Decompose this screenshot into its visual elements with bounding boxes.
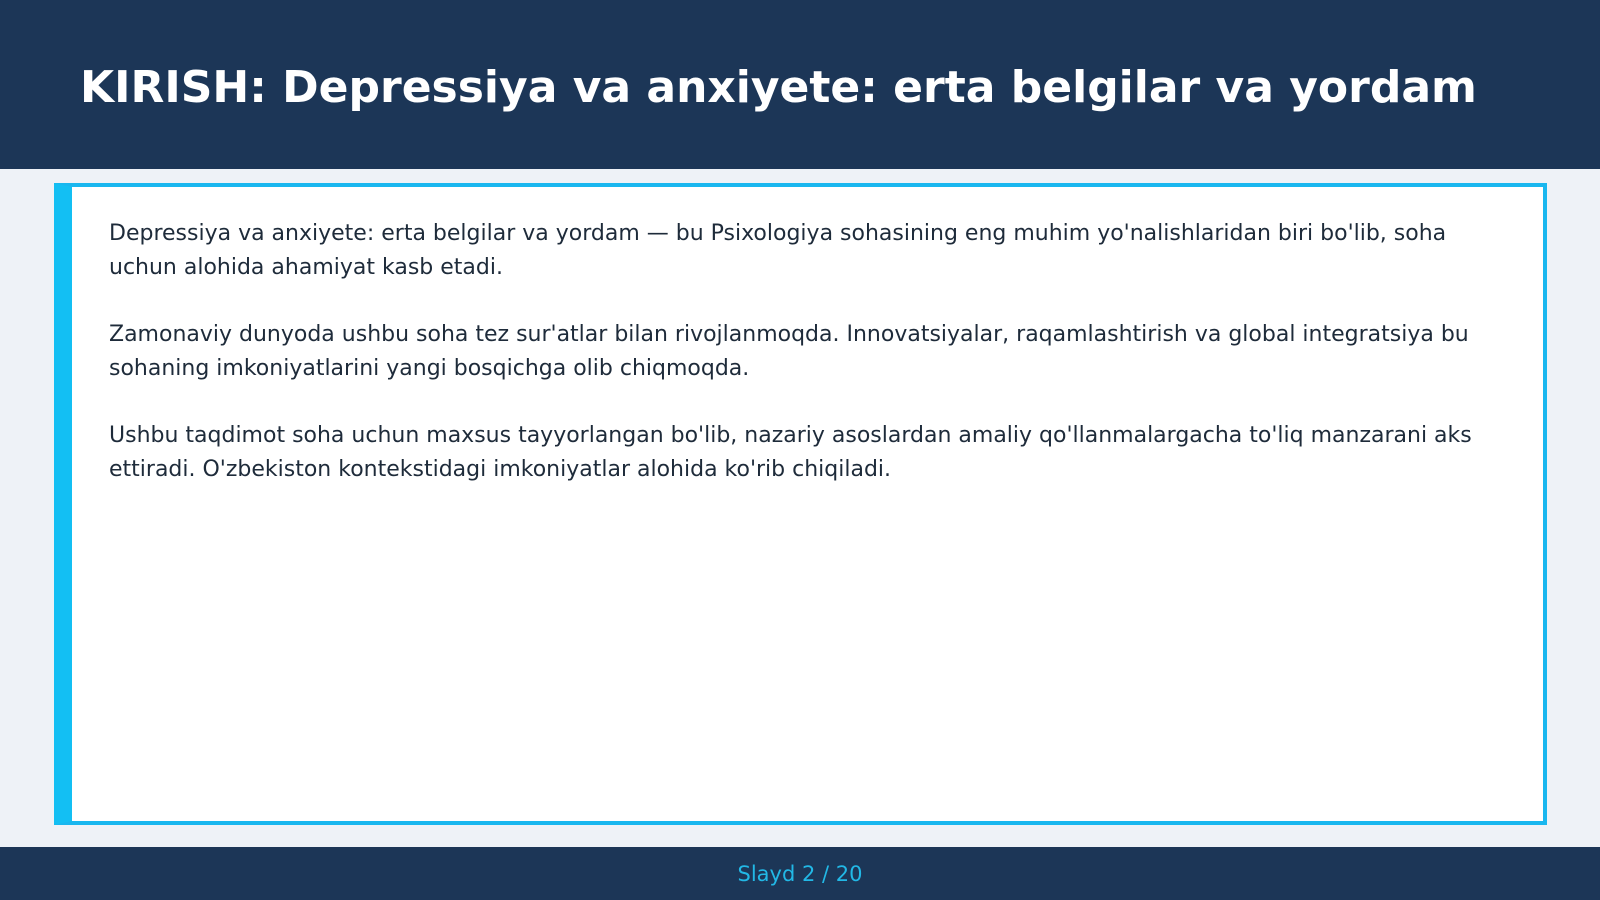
slide-body-text — [109, 217, 1509, 520]
slide-counter: Slayd 2 / 20 — [737, 862, 863, 886]
development-paragraph: Zamonaviy dunyoda ushbu soha tez sur'atlar bilan rivojlanmoqda. Innovatsiyalar, raqamlashtirish va global integratsiya bu sohaning imkoniyatlarini yangi bosqichga olib chiqmoqda. — [109, 322, 1469, 381]
introduction-paragraph: Depressiya va anxiyete: erta belgilar va yordam — bu Psixologiya sohasining eng muhim yo'nalishlaridan biri bo'lib, soha uchun alohida ahamiyat kasb etadi. — [109, 221, 1447, 280]
presentation-scope-paragraph: Ushbu taqdimot soha uchun maxsus tayyorlangan bo'lib, nazariy asoslardan amaliy qo'llanmalargacha to'liq manzarani aks ettiradi. O'zbekiston kontekstidagi imkoniyatlar alohida ko'rib chiqiladi. — [109, 423, 1472, 482]
slide-header — [0, 0, 1600, 169]
slide-footer — [0, 847, 1600, 900]
slide-content-card — [54, 183, 1547, 825]
slide-title: KIRISH: Depressiya va anxiyete: erta belgilar va yordam — [80, 62, 1477, 113]
